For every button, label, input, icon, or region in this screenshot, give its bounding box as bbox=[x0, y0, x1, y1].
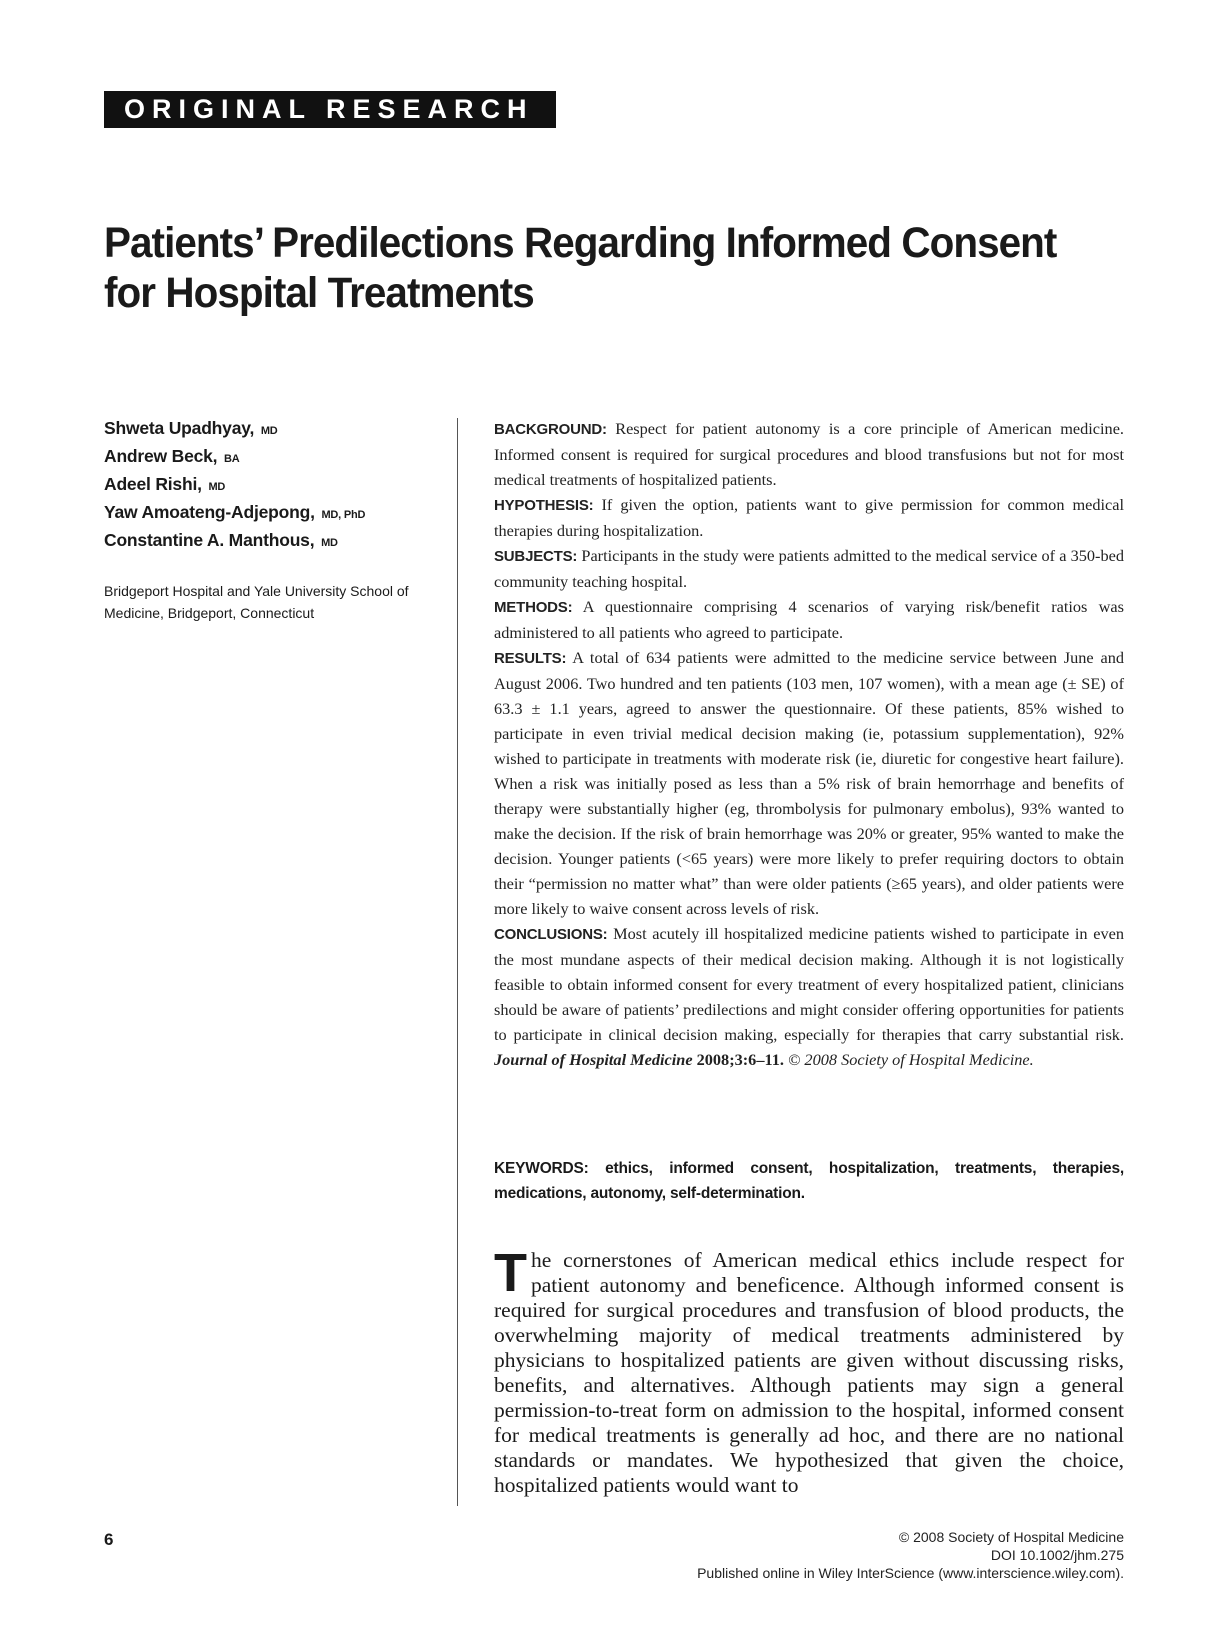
keywords: KEYWORDS: ethics, informed consent, hospitalization, treatments, therapies, medications, autonomy, self-determination. bbox=[494, 1160, 1124, 1202]
abstract-text: Respect for patient autonomy is a core principle of American medicine. Informed consent is required for surgical procedures and blood transfusions but not for most medical treatments of hospitalized patients. bbox=[494, 419, 1124, 489]
author-name: Adeel Rishi, bbox=[104, 474, 202, 494]
author-degree: MD bbox=[321, 537, 338, 549]
body-text bbox=[494, 1243, 1124, 1498]
drop-cap: T bbox=[494, 1243, 527, 1303]
abstract-label: BACKGROUND: bbox=[494, 421, 607, 438]
citation-copyright: © 2008 Society of Hospital Medicine. bbox=[783, 1050, 1034, 1069]
citation-volume: 2008;3:6–11. bbox=[692, 1050, 784, 1069]
abstract-text: A total of 634 patients were admitted to the medicine service between June and August 2006. Two hundred and ten patients (103 men, 107 women), with a mean age (± SE) of 63.3 ± 1.1 years, agreed to answer the questionnaire. Of these patients, 85% wished to participate in even trivial medical decision making (ie, potassium supplementation), 92% wished to participate in treatments with moderate risk (ie, diuretic for congestive heart failure). When a risk was initially posed as less than a 5% risk of brain hemorrhage and benefits of therapy were substantially higher (eg, thrombolysis for pulmonary embolus), 93% wanted to make the decision. If the risk of brain hemorrhage was 20% or greater, 95% wanted to make the decision. Younger patients (<65 years) were more likely to prefer requiring doctors to obtain their “permission no matter what” than were older patients (≥65 years), and older patients were more likely to waive consent across levels of risk. bbox=[494, 648, 1124, 918]
author-item bbox=[104, 444, 434, 472]
abstract-text: A questionnaire comprising 4 scenarios of varying risk/benefit ratios was administered to all patients who agreed to participate. bbox=[494, 597, 1124, 642]
page-number: 6 bbox=[104, 1530, 114, 1549]
abstract-hypothesis bbox=[494, 492, 1124, 543]
abstract-label: RESULTS: bbox=[494, 650, 567, 667]
abstract-label: HYPOTHESIS: bbox=[494, 497, 594, 514]
footer-info bbox=[697, 1528, 1124, 1582]
author-name: Shweta Upadhyay, bbox=[104, 418, 255, 438]
author-name: Yaw Amoateng-Adjepong, bbox=[104, 502, 315, 522]
abstract-results bbox=[494, 645, 1124, 921]
footer-published: Published online in Wiley InterScience (www.interscience.wiley.com). bbox=[697, 1565, 1124, 1581]
author-degree: MD bbox=[208, 481, 226, 493]
abstract-subjects bbox=[494, 543, 1124, 594]
abstract-label: CONCLUSIONS: bbox=[494, 926, 608, 943]
section-label: ORIGINAL RESEARCH bbox=[104, 91, 556, 128]
affiliation: Bridgeport Hospital and Yale University School of Medicine, Bridgeport, Connecticut bbox=[104, 583, 409, 621]
author-name: Andrew Beck, bbox=[104, 446, 218, 466]
author-item bbox=[104, 500, 434, 528]
author-item bbox=[104, 472, 434, 500]
abstract-methods bbox=[494, 594, 1124, 645]
author-item bbox=[104, 528, 434, 556]
article-title: Patients’ Predilections Regarding Informed Consent for Hospital Treatments bbox=[104, 219, 1057, 317]
abstract bbox=[494, 416, 1124, 1072]
author-column bbox=[104, 416, 434, 624]
author-name: Constantine A. Manthous, bbox=[104, 530, 315, 550]
author-item bbox=[104, 416, 434, 444]
abstract-conclusions bbox=[494, 921, 1124, 1072]
abstract-text: Participants in the study were patients admitted to the medical service of a 350-bed community teaching hospital. bbox=[494, 546, 1124, 591]
author-degree: MD, PhD bbox=[321, 509, 366, 521]
footer-doi: DOI 10.1002/jhm.275 bbox=[990, 1547, 1124, 1563]
abstract-background bbox=[494, 416, 1124, 492]
body-paragraph: he cornerstones of American medical ethics include respect for patient autonomy and beneficence. Although informed consent is required for surgical procedures and transfusion of blood products, the overwhelming majority of medical treatments administered by physicians to hospitalized patients are given without discussing risks, benefits, and alternatives. Although patients may sign a general permission-to-treat form on admission to the hospital, informed consent for medical treatments is generally ad hoc, and there are no national standards or mandates. We hypothesized that given the choice, hospitalized patients would want to bbox=[494, 1248, 1124, 1497]
author-degree: BA bbox=[224, 453, 240, 465]
citation-journal: Journal of Hospital Medicine bbox=[494, 1050, 693, 1069]
abstract-text: Most acutely ill hospitalized medicine patients wished to participate in even the most mundane aspects of their medical decision making. Although it is not logistically feasible to obtain informed consent for every treatment of every hospitalized patient, clinicians should be aware of patients’ predilections and might consider offering opportunities for patients to participate in clinical decision making, especially for therapies that carry substantial risk. bbox=[494, 924, 1124, 1044]
abstract-text: If given the option, patients want to give permission for common medical therapies during hospitalization. bbox=[494, 495, 1124, 540]
column-divider bbox=[457, 418, 458, 1506]
abstract-label: SUBJECTS: bbox=[494, 548, 578, 565]
abstract-label: METHODS: bbox=[494, 599, 573, 616]
footer-copyright: © 2008 Society of Hospital Medicine bbox=[898, 1529, 1124, 1545]
author-degree: MD bbox=[260, 425, 278, 437]
